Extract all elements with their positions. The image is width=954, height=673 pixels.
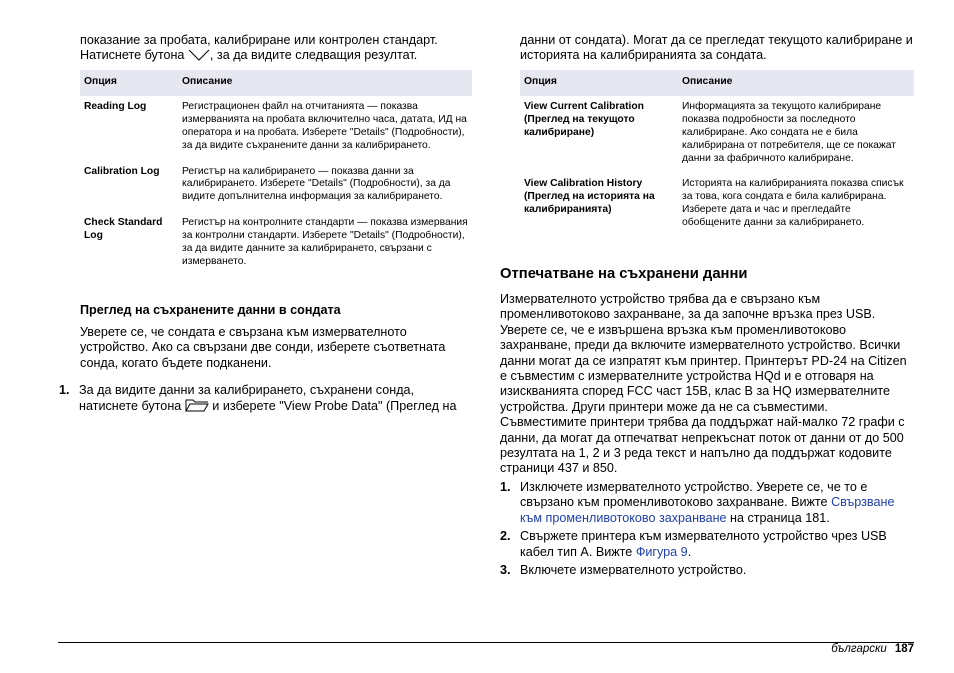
right-intro: данни от сондата). Могат да се прегледат текущото калибриране и историята на калибриранията за сондата. — [520, 33, 913, 63]
header-option: Опция — [80, 70, 178, 96]
table-row — [80, 212, 472, 272]
table-row — [80, 161, 472, 213]
table-header-row — [520, 70, 914, 96]
footer-language: български — [831, 643, 887, 655]
section-heading-probe-data: Преглед на съхранените данни в сондата — [80, 303, 341, 317]
option-cell: Calibration Log — [84, 165, 160, 177]
step-number: 2. — [500, 529, 511, 544]
left-options-table — [80, 70, 472, 272]
step-text-b: и изберете "View Probe Data" (Преглед на — [212, 399, 457, 414]
link-figure-9[interactable]: Фигура 9 — [635, 544, 688, 559]
print-steps — [500, 480, 914, 578]
right-options-table-wrap — [520, 70, 914, 233]
intro-line-1: показание за пробата, калибриране или контролен стандарт. — [80, 33, 438, 47]
step-line-1: За да видите данни за калибрирането, съхранени сонда, — [79, 383, 415, 397]
option-cell: View Calibration History (Преглед на историята на калибриранията) — [524, 178, 655, 216]
step-number: 1. — [500, 480, 511, 494]
list-item — [500, 563, 914, 578]
intro-line-2 — [80, 48, 472, 65]
table-row — [80, 96, 472, 161]
table-row — [520, 96, 914, 174]
option-cell: View Current Calibration (Преглед на текущото калибриране) — [524, 100, 644, 138]
step-text-a: Изключете измервателното устройство. Уверете се, че то е свързано към променливотоково захранване. Вижте — [520, 480, 868, 510]
header-description: Описание — [178, 70, 472, 96]
chevron-down-icon — [188, 49, 210, 65]
left-intro — [80, 33, 472, 66]
page-footer — [831, 643, 914, 655]
description-cell: Регистър на контролните стандарти — показва измервания за контролни стандарти. Изберете "Details" (Подробности), за да видите данните за калибрирането, свързани с измерването. — [182, 217, 468, 267]
option-cell: Reading Log — [84, 100, 147, 112]
intro-text-b: , за да видите следващия резултат. — [209, 48, 418, 63]
section-heading-print: Отпечатване на съхранени данни — [500, 266, 748, 282]
step-text-a: Включете измервателното устройство. — [520, 563, 747, 578]
step-text-b: на страница 181. — [726, 510, 830, 525]
footer-divider — [58, 642, 914, 643]
step-number: 1. — [59, 383, 70, 397]
folder-icon — [185, 398, 209, 416]
description-cell: Регистрационен файл на отчитанията — показва измерванията на пробата включително часа, датата, ИД на оператора и на пробата. Изберете "Details" (Подробности), за да видите съхранените данни за калибрирането. — [182, 100, 467, 151]
intro-text-a: Натиснете бутона — [80, 48, 185, 63]
page-number: 187 — [894, 643, 914, 655]
print-paragraph: Измервателното устройство трябва да е свързано към променливотоково захранване, за да започне връзка през USB. Уверете се, че е извършена връзка към променливотоково захранване, преди да включите измервателното устройство. Всички данни могат да се изпратят към принтер. Принтерът PD-24 на Citizen е съвместим с измервателните устройства HQd и е отговаря на изискванията според FCC част 15B, клас B за HQ измервателните устройства. Други принтери може да не са съвместими. Съвместимите принтери трябва да поддържат най-малко 72 графи с данни, да могат да отпечатват непрекъснат поток от данни от до 500 резултата на 1, 2 и 3 реда текст и напълно да поддържат кодовите страници 437 и 850. — [500, 292, 907, 476]
description-cell: Информацията за текущото калибриране показва подробности за последното калибриране. Ако сондата не е била калибрирана от потребителя, ще се покажат данни за фабричното калибриране. — [682, 100, 897, 164]
step-text-a: натиснете бутона — [79, 399, 182, 414]
list-item — [500, 480, 914, 526]
table-header-row — [80, 70, 472, 96]
description-cell: Регистър на калибрирането — показва данни за калибрирането. Изберете "Details" (Подробности), за да видите допълнителна информация за калибрирането. — [182, 165, 451, 203]
option-cell: Check Standard Log — [84, 217, 163, 242]
probe-paragraph: Уверете се, че сондата е свързана към измервателното устройство. Ако са свързани две сонди, изберете съответната сонда, когато бъдете подканени. — [80, 325, 446, 370]
step-text-a: Свържете принтера към измервателното устройство чрез USB кабел тип A. Вижте — [520, 529, 887, 559]
step-line-2 — [79, 398, 492, 416]
link-ac-power[interactable]: Свързване към променливотоково захранване — [520, 495, 895, 525]
step-number: 3. — [500, 563, 511, 578]
header-description: Описание — [678, 70, 914, 96]
right-options-table — [520, 70, 914, 233]
table-row — [520, 173, 914, 233]
list-item — [59, 383, 492, 417]
step-text-b: . — [687, 544, 692, 559]
header-option: Опция — [520, 70, 678, 96]
description-cell: Историята на калибриранията показва списък за това, кога сондата е била калибрирана. Изберете дата и час и прегледайте обобщените данни за калибрирането. — [682, 178, 904, 229]
left-options-table-wrap — [80, 70, 472, 272]
list-item — [500, 529, 914, 560]
